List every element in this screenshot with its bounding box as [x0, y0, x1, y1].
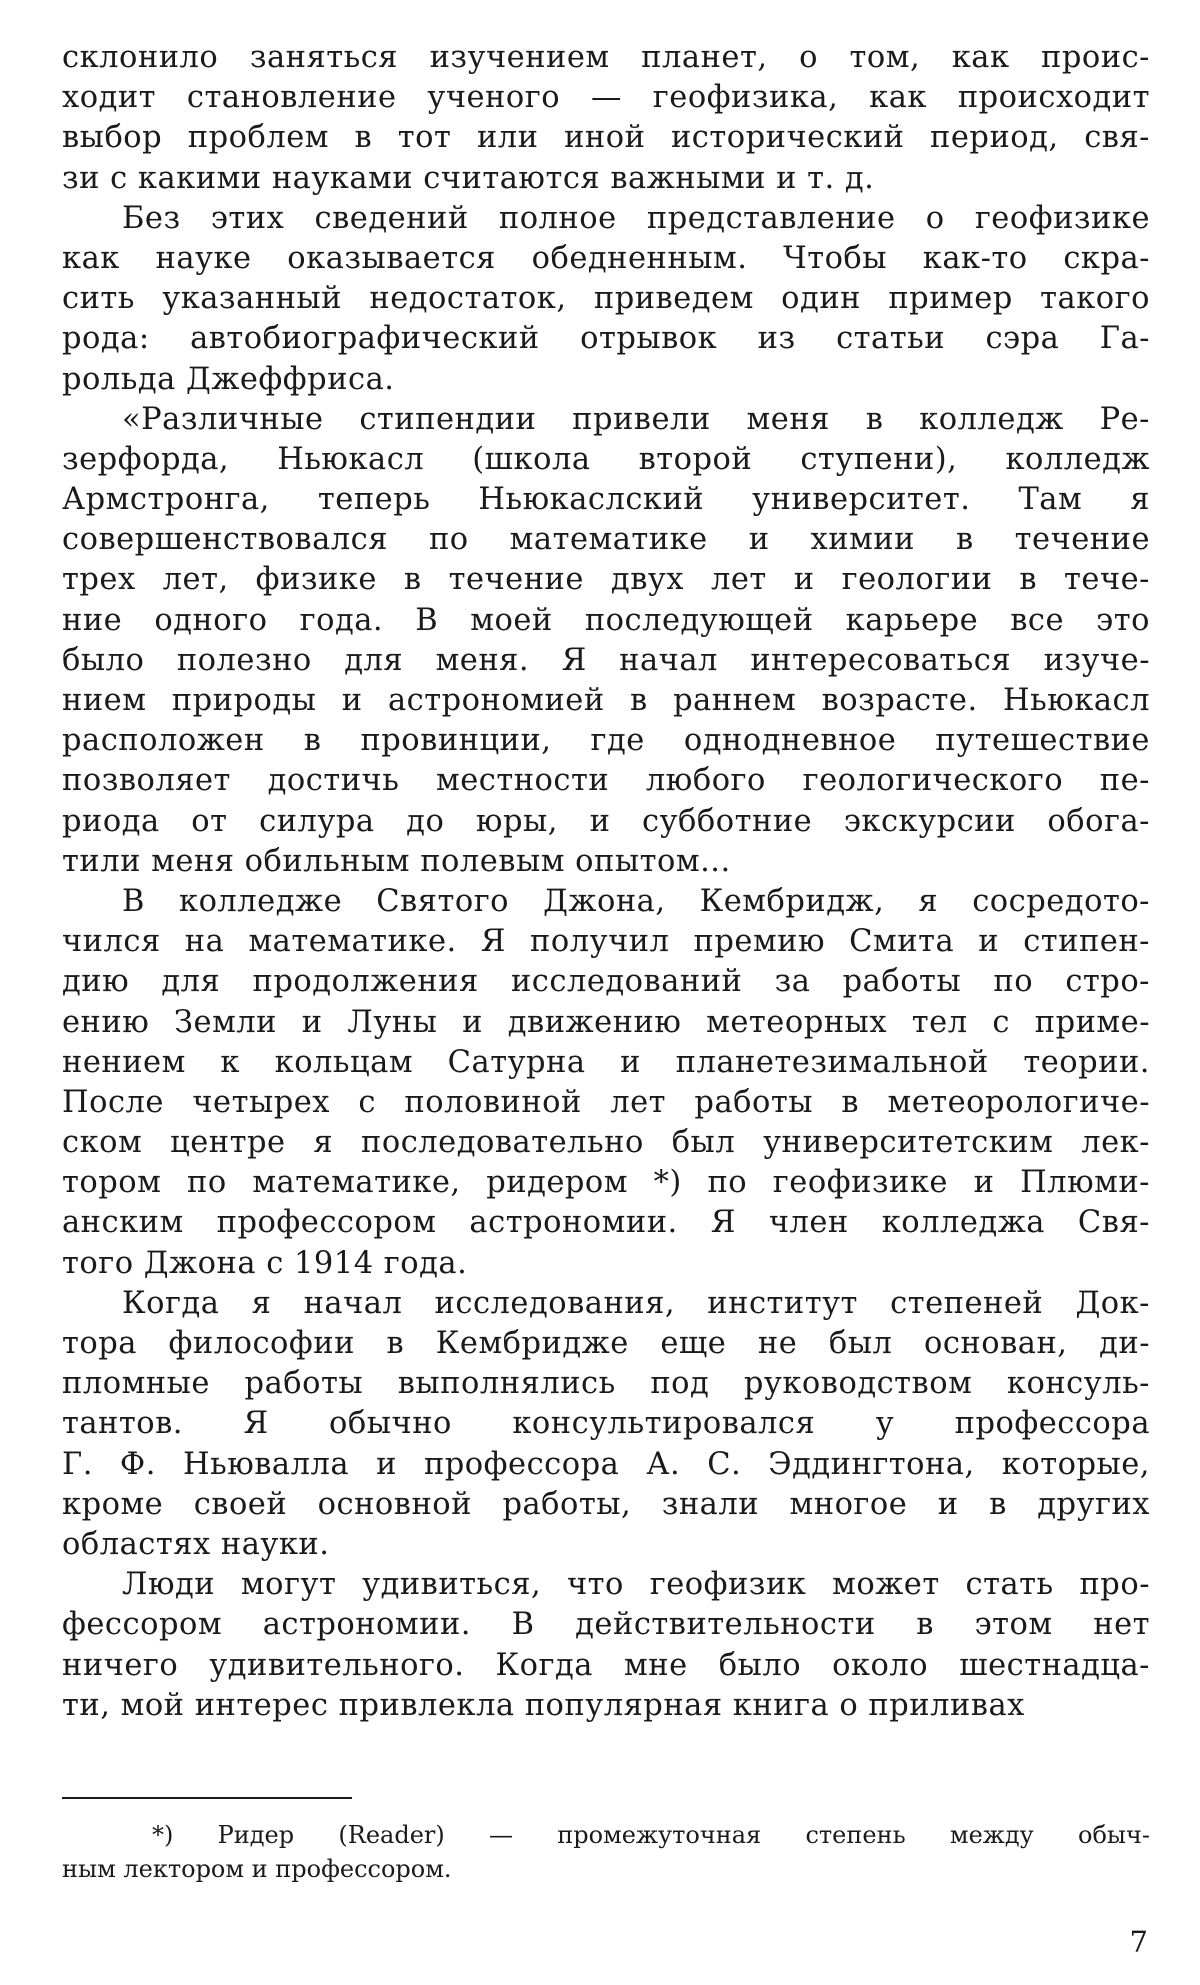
text-line: Когда я начал исследования, институт степеней Док- — [122, 1285, 1150, 1321]
footnote-line: *) Ридер (Reader) — промежуточная степень между обыч- — [152, 1821, 1150, 1849]
footnote-divider — [62, 1797, 352, 1799]
text-line: сить указанный недостаток, приведем один пример такого — [62, 281, 1150, 317]
text-line: выбор проблем в тот или иной исторический период, свя- — [62, 120, 1150, 156]
text-line: было полезно для меня. Я начал интересоваться изуче- — [62, 642, 1150, 678]
text-line: ничего удивительного. Когда мне было около шестнадца- — [62, 1647, 1150, 1683]
page-body — [62, 38, 1150, 1726]
text-line: совершенствовался по математике и химии в течение — [62, 522, 1150, 558]
paragraph — [62, 882, 1150, 1284]
text-line: тантов. Я обычно консультировался у профессора — [62, 1406, 1150, 1442]
text-line: тора философии в Кембридже еще не был основан, ди- — [62, 1326, 1150, 1361]
text-line: того Джона с 1914 года. — [62, 1245, 468, 1281]
text-line: риода от силура до юры, и субботние экскурсии обога- — [62, 803, 1150, 839]
text-line: тором по математике, ридером *) по геофизике и Плюми- — [62, 1165, 1150, 1201]
text-line: дию для продолжения исследований за работы по стро- — [62, 964, 1150, 1000]
paragraph — [62, 1284, 1150, 1565]
footnote-line: ным лектором и профессором. — [62, 1855, 452, 1883]
footnote — [62, 1818, 1150, 1886]
text-line: тили меня обильным полевым опытом... — [62, 843, 731, 879]
paragraph — [62, 38, 1150, 199]
text-line: фессором астрономии. В действительности в этом нет — [62, 1607, 1150, 1643]
paragraph — [62, 199, 1150, 400]
text-line: ению Земли и Луны и движению метеорных тел с приме- — [62, 1004, 1150, 1040]
text-line: В колледже Святого Джона, Кембридж, я сосредото- — [122, 883, 1150, 919]
text-line: расположен в провинции, где однодневное путешествие — [62, 723, 1150, 759]
text-line: нием природы и астрономией в раннем возрасте. Ньюкасл — [62, 683, 1150, 718]
text-line: Армстронга, теперь Ньюкаслский университет. Там я — [62, 482, 1150, 518]
text-line: Люди могут удивиться, что геофизик может стать про- — [122, 1567, 1150, 1603]
text-line: Г. Ф. Ньювалла и профессора А. С. Эддингтона, которые, — [62, 1446, 1150, 1482]
text-line: рода: автобиографический отрывок из статьи сэра Га- — [62, 321, 1150, 357]
page-number: 7 — [1129, 1925, 1148, 1959]
text-line: После четырех с половиной лет работы в метеорологиче- — [62, 1084, 1150, 1120]
text-line: чился на математике. Я получил премию Смита и стипен- — [62, 924, 1150, 960]
text-line: областях науки. — [62, 1526, 330, 1562]
text-line: ние одного года. В моей последующей карьере все это — [62, 602, 1150, 638]
text-line: позволяет достичь местности любого геологического пе- — [62, 763, 1150, 799]
paragraph — [62, 400, 1150, 882]
text-line: зи с какими науками считаются важными и т. д. — [62, 160, 875, 196]
text-line: зерфорда, Ньюкасл (школа второй ступени), колледж — [62, 441, 1150, 477]
text-line: пломные работы выполнялись под руководством консуль- — [62, 1366, 1150, 1402]
text-line: нением к кольцам Сатурна и планетезимальной теории. — [62, 1044, 1150, 1080]
text-line: склонило заняться изучением планет, о том, как проис- — [62, 40, 1150, 75]
text-line: «Различные стипендии привели меня в колледж Ре- — [122, 401, 1150, 437]
paragraph — [62, 1565, 1150, 1726]
text-line: трех лет, физике в течение двух лет и геологии в тече- — [62, 562, 1150, 598]
text-line: ти, мой интерес привлекла популярная книга о приливах — [62, 1687, 1025, 1723]
text-line: рольда Джеффриса. — [62, 361, 395, 397]
text-line: ходит становление ученого — геофизика, как происходит — [62, 80, 1150, 116]
text-line: кроме своей основной работы, знали многое и в других — [62, 1486, 1150, 1522]
text-line: ском центре я последовательно был университетским лек- — [62, 1125, 1150, 1161]
text-line: анским профессором астрономии. Я член колледжа Свя- — [62, 1205, 1150, 1241]
text-line: как науке оказывается обедненным. Чтобы как-то скра- — [62, 240, 1150, 276]
text-line: Без этих сведений полное представление о геофизике — [122, 200, 1150, 236]
